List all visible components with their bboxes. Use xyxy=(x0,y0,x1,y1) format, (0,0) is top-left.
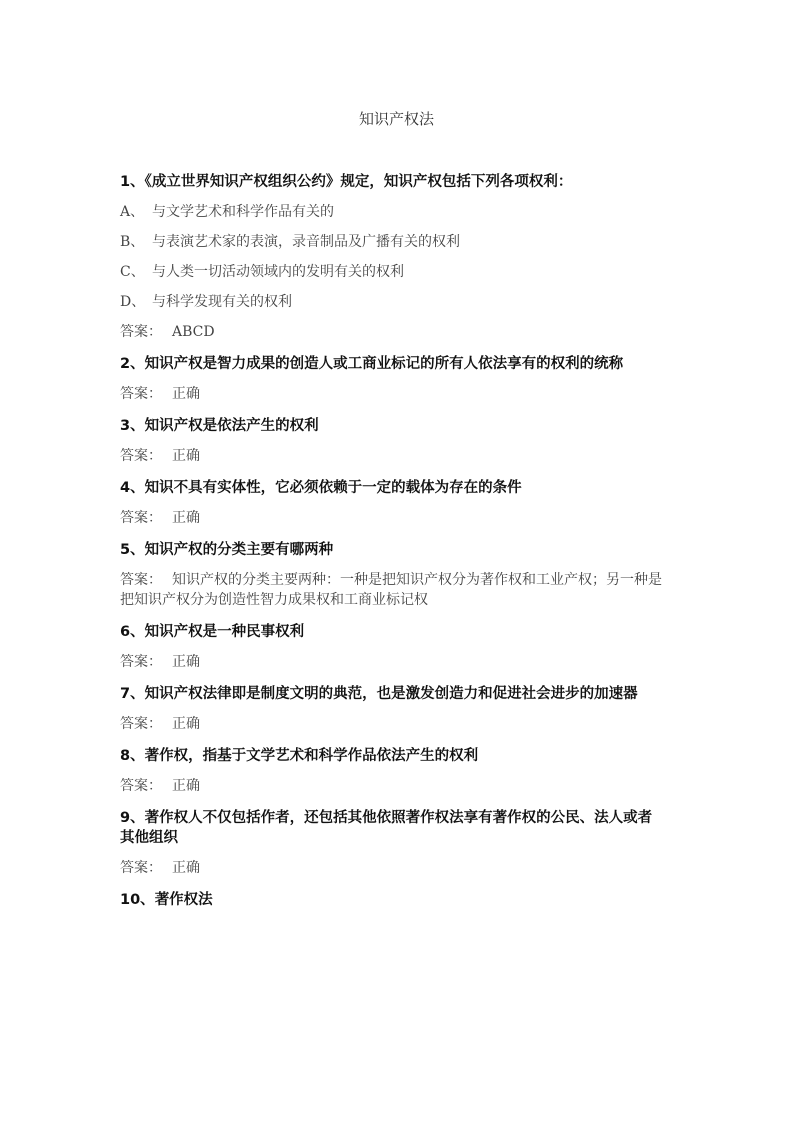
option-letter: D、 xyxy=(120,294,146,310)
answer-value: 正确 xyxy=(172,860,200,876)
document-title: 知识产权法 xyxy=(358,110,434,128)
question-4 xyxy=(120,478,665,528)
option-text: 与科学发现有关的权利 xyxy=(152,294,292,310)
question-number: 3、 xyxy=(120,418,145,434)
question-list xyxy=(120,172,665,922)
question-title xyxy=(120,890,665,910)
question-6 xyxy=(120,622,665,672)
answer xyxy=(120,776,665,796)
question-7 xyxy=(120,684,665,734)
option-letter: B、 xyxy=(120,234,145,250)
question-text: 知识产权的分类主要有哪两种 xyxy=(144,542,334,558)
question-title xyxy=(120,684,665,704)
question-text: 知识产权是一种民事权利 xyxy=(144,624,305,640)
question-title xyxy=(120,808,665,848)
answer-value: 正确 xyxy=(172,448,200,464)
option-b xyxy=(120,232,665,252)
option-a xyxy=(120,202,665,222)
question-text: 知识不具有实体性，它必须依赖于一定的载体为存在的条件 xyxy=(144,480,522,496)
question-text: 著作权法 xyxy=(154,892,213,908)
question-text: 著作权人不仅包括作者，还包括其他依照著作权法享有著作权的公民、法人或者其他组织 xyxy=(120,810,653,846)
answer-value: 正确 xyxy=(172,510,200,526)
answer-value: 正确 xyxy=(172,386,200,402)
question-number: 10、 xyxy=(120,892,155,908)
question-number: 2、 xyxy=(120,356,145,372)
answer-label: 答案： xyxy=(120,572,162,588)
question-2 xyxy=(120,354,665,404)
option-text: 与文学艺术和科学作品有关的 xyxy=(152,204,334,220)
question-5 xyxy=(120,540,665,610)
question-title xyxy=(120,622,665,642)
question-8 xyxy=(120,746,665,796)
question-title xyxy=(120,540,665,560)
answer xyxy=(120,508,665,528)
question-title xyxy=(120,172,665,192)
answer-label: 答案： xyxy=(120,778,162,794)
answer-value: ABCD xyxy=(172,324,215,340)
question-title xyxy=(120,478,665,498)
question-number: 8、 xyxy=(120,748,145,764)
option-d xyxy=(120,292,665,312)
answer-label: 答案： xyxy=(120,324,162,340)
answer xyxy=(120,858,665,878)
answer-label: 答案： xyxy=(120,860,162,876)
question-text: 知识产权是智力成果的创造人或工商业标记的所有人依法享有的权利的统称 xyxy=(144,356,624,372)
question-3 xyxy=(120,416,665,466)
option-c xyxy=(120,262,665,282)
question-number: 6、 xyxy=(120,624,145,640)
question-number: 4、 xyxy=(120,480,145,496)
answer-label: 答案： xyxy=(120,448,162,464)
option-text: 与人类一切活动领域内的发明有关的权利 xyxy=(152,264,404,280)
answer xyxy=(120,714,665,734)
answer xyxy=(120,570,665,610)
answer-value: 正确 xyxy=(172,716,200,732)
question-number: 9、 xyxy=(120,810,145,826)
answer xyxy=(120,384,665,404)
option-letter: C、 xyxy=(120,264,145,280)
question-number: 5、 xyxy=(120,542,145,558)
question-title xyxy=(120,354,665,374)
question-number: 7、 xyxy=(120,686,145,702)
question-9 xyxy=(120,808,665,878)
question-text: 《成立世界知识产权组织公约》规定，知识产权包括下列各项权利： xyxy=(144,174,573,190)
question-number: 1、 xyxy=(120,174,145,190)
answer-label: 答案： xyxy=(120,654,162,670)
question-title xyxy=(120,746,665,766)
option-text: 与表演艺术家的表演，录音制品及广播有关的权利 xyxy=(152,234,460,250)
answer-label: 答案： xyxy=(120,716,162,732)
answer xyxy=(120,652,665,672)
answer-value: 知识产权的分类主要两种：一种是把知识产权分为著作权和工业产权；另一种是把知识产权分为创造性智力成果权和工商业标记权 xyxy=(120,572,662,608)
question-1 xyxy=(120,172,665,342)
answer xyxy=(120,322,665,342)
question-text: 著作权，指基于文学艺术和科学作品依法产生的权利 xyxy=(144,748,479,764)
answer-label: 答案： xyxy=(120,510,162,526)
option-letter: A、 xyxy=(120,204,145,220)
question-text: 知识产权是依法产生的权利 xyxy=(144,418,319,434)
question-text: 知识产权法律即是制度文明的典范，也是激发创造力和促进社会进步的加速器 xyxy=(144,686,638,702)
question-10 xyxy=(120,890,665,910)
answer-value: 正确 xyxy=(172,654,200,670)
question-title xyxy=(120,416,665,436)
answer-label: 答案： xyxy=(120,386,162,402)
answer-value: 正确 xyxy=(172,778,200,794)
answer xyxy=(120,446,665,466)
